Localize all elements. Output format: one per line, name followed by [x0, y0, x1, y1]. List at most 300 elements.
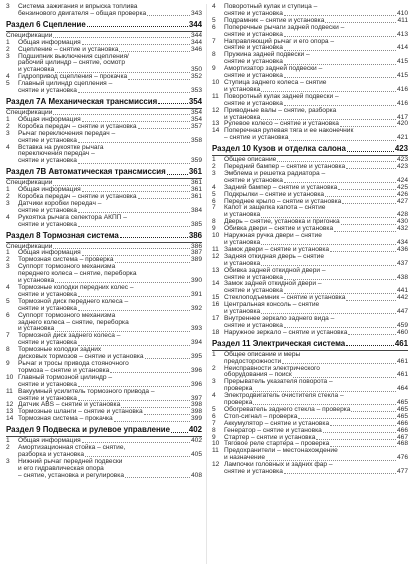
entry-line: снятие и установка — [224, 468, 283, 476]
entry-number: 12 — [212, 106, 220, 114]
entry-line: Тормозной диск заднего колеса – — [18, 332, 121, 340]
page-number: 436 — [396, 245, 408, 253]
entry-line: Коробка передач – снятие и установка — [18, 122, 137, 130]
entry-line: разборка и установка — [18, 450, 85, 458]
toc-entry — [212, 171, 408, 185]
page-number: 397 — [190, 394, 202, 402]
entry-line: Наружное зеркало – снятие и установка — [224, 328, 348, 336]
entry-line: Коробка передач – снятие и установка — [18, 193, 137, 201]
page-number: 427 — [396, 197, 408, 205]
entry-number: 7 — [212, 419, 216, 427]
entry-number: 12 — [212, 252, 220, 260]
entry-number: 9 — [212, 65, 216, 73]
page-number: 386 — [188, 230, 202, 240]
entry-number: 15 — [212, 294, 220, 302]
dot-leader — [138, 128, 190, 129]
page-number: 354 — [190, 115, 202, 123]
page-number: 357 — [190, 122, 202, 130]
entry-number: 9 — [212, 225, 216, 233]
entry-line: Передний бампер – снятие и установка — [224, 163, 346, 171]
page-number: 447 — [396, 308, 408, 316]
page-number: 344 — [188, 19, 202, 29]
page-number: 413 — [396, 30, 408, 38]
entry-title: Спецификации — [6, 108, 53, 116]
entry-title: Спецификации — [6, 179, 53, 187]
entry-line: Подрамник – снятие и установка — [224, 16, 325, 24]
toc-entry — [6, 445, 202, 459]
entry-number: 5 — [212, 405, 216, 413]
dot-leader — [330, 425, 396, 426]
page-number: 441 — [396, 287, 408, 295]
toc-entry — [212, 108, 408, 122]
toc-entry — [212, 352, 408, 366]
toc-entry — [212, 128, 408, 142]
entry-line: Поперечные рычаги задней подвески – — [224, 23, 345, 31]
section-title: Раздел 7А Механическая трансмиссия — [6, 96, 158, 106]
dot-leader — [114, 421, 190, 422]
entry-number: 14 — [6, 415, 14, 423]
page-number: 477 — [396, 468, 408, 476]
entry-line: Сцепление – снятие и установка — [18, 45, 119, 53]
entry-number: 7 — [212, 37, 216, 45]
entry-line: и установка — [224, 85, 261, 93]
entry-number: 11 — [212, 245, 219, 253]
page-number: 465 — [396, 399, 408, 407]
page-number: 467 — [396, 433, 408, 441]
toc-entry — [212, 205, 408, 219]
entry-number: 2 — [212, 364, 216, 372]
dot-leader — [120, 237, 188, 238]
page-number: 426 — [396, 190, 408, 198]
page-number: 460 — [396, 328, 408, 336]
dot-leader — [158, 103, 188, 104]
entry-line: и установка — [224, 211, 261, 219]
page-number: 466 — [396, 419, 408, 427]
page-number: 476 — [396, 454, 408, 462]
page-number: 421 — [396, 134, 408, 142]
page-number: 344 — [190, 38, 202, 46]
page-number: 384 — [190, 206, 202, 214]
dot-leader — [78, 386, 190, 387]
dot-leader — [346, 345, 394, 346]
entry-line: Наружная ручка двери – снятие — [224, 232, 322, 240]
entry-number: 4 — [212, 183, 216, 191]
entry-number: 5 — [6, 297, 10, 305]
entry-number: 1 — [6, 38, 10, 46]
toc-entry — [6, 131, 202, 145]
dot-leader — [138, 198, 190, 199]
entry-line: Система зажигания и впрыска топлива — [18, 3, 138, 10]
entry-line: снятие и установка — [224, 72, 283, 80]
page-number: 395 — [190, 353, 202, 361]
entry-line: Нижний рычаг передней подвески — [18, 457, 123, 465]
entry-line: проверка — [224, 385, 253, 393]
entry-line: снятие и установка — [224, 99, 283, 107]
entry-title: Спецификации — [6, 31, 53, 39]
entry-line: Задняя откидная дверь – снятие — [224, 252, 325, 260]
page-number: 432 — [396, 225, 408, 233]
entry-number: 2 — [6, 256, 10, 264]
entry-number: 2 — [6, 122, 10, 130]
page-number: 416 — [396, 99, 408, 107]
page-number: 415 — [396, 72, 408, 80]
entry-line: тормоза – снятие и установка — [18, 366, 110, 374]
entry-line: Задний бампер – снятие и установка — [224, 183, 338, 191]
dot-leader — [338, 189, 396, 190]
entry-number: 6 — [212, 197, 216, 205]
entry-line: Внутреннее зеркало заднего вида – — [224, 314, 335, 322]
page-number: 402 — [188, 425, 202, 435]
entry-number: 4 — [212, 3, 216, 10]
entry-line: Общая информация — [18, 38, 81, 46]
page-number: 396 — [190, 366, 202, 374]
entry-number: 2 — [212, 163, 216, 171]
entry-line: Подкрылки – снятие и установка — [224, 190, 325, 198]
page-number: 442 — [396, 294, 408, 302]
entry-number: 3 — [6, 457, 10, 465]
dot-leader — [119, 51, 190, 52]
page-number: 393 — [190, 325, 202, 333]
entry-line: Рулевое колесо – снятие и установка — [224, 120, 339, 128]
entry-line: Ступица заднего колеса – снятие — [224, 78, 327, 86]
entry-line: Генератор – снятие и установка — [224, 426, 322, 434]
entry-number: 2 — [6, 193, 10, 201]
entry-number: 4 — [212, 392, 216, 400]
dot-leader — [78, 142, 190, 143]
dot-leader — [82, 44, 190, 45]
page-number: 359 — [190, 157, 202, 165]
entry-line: заднего колеса – снятие, переборка — [18, 318, 129, 326]
toc-entry — [6, 313, 202, 334]
toc-entry — [6, 389, 202, 403]
entry-line: бензинового двигателя – общая проверка — [18, 9, 147, 17]
dot-leader — [145, 358, 190, 359]
entry-line: Общая информация — [18, 437, 81, 445]
entry-number: 11 — [212, 447, 219, 455]
entry-line: Центральная консоль – снятие — [224, 301, 320, 309]
toc-entry — [6, 416, 202, 423]
dot-leader — [348, 334, 396, 335]
dot-leader — [78, 226, 190, 227]
entry-number: 10 — [6, 373, 14, 381]
toc-entry — [6, 459, 202, 480]
page-number: 361 — [188, 167, 202, 177]
dot-leader — [78, 92, 190, 93]
entry-title: Спецификации — [6, 242, 53, 250]
entry-number: 8 — [212, 51, 216, 59]
entry-number: 1 — [6, 437, 10, 445]
entry-line: снятие и установка — [18, 290, 77, 298]
entry-number: 4 — [6, 73, 10, 81]
page-number: 354 — [188, 96, 202, 106]
page-number: 386 — [190, 242, 202, 250]
dot-leader — [325, 196, 396, 197]
page-number: 390 — [190, 277, 202, 285]
entry-number: 14 — [212, 280, 220, 288]
page-number: 420 — [396, 120, 408, 128]
entry-number: 13 — [6, 408, 14, 416]
toc-right-column — [212, 4, 408, 476]
entry-line: Прерыватель указателя поворота – — [224, 378, 333, 386]
page-number: 398 — [190, 408, 202, 416]
dot-leader — [282, 363, 396, 364]
entry-line: переключения передач – — [18, 150, 95, 158]
page-number: 402 — [190, 437, 202, 445]
entry-number: 2 — [6, 444, 10, 452]
entry-line: – снятие и установка — [224, 134, 289, 142]
page-number: 346 — [190, 45, 202, 53]
toc-entry — [212, 25, 408, 39]
dot-leader — [128, 79, 190, 80]
toc-entry — [212, 316, 408, 330]
page-number: 361 — [190, 193, 202, 201]
entry-line: и установка — [224, 239, 261, 246]
entry-line: Предохранители – местонахождение — [224, 447, 338, 455]
entry-line: Тормозные шланги – снятие и установка — [18, 408, 143, 416]
dot-leader — [167, 174, 188, 175]
toc-entry — [212, 448, 408, 462]
entry-line: снятие и установка — [224, 44, 283, 52]
page-number: 461 — [396, 357, 408, 365]
entry-number: 5 — [6, 80, 10, 88]
entry-line: Аккумулятор – снятие и установка — [224, 419, 330, 427]
entry-number: 6 — [6, 311, 10, 319]
entry-line: Неисправности электрического — [224, 364, 320, 372]
page-number: 414 — [396, 44, 408, 52]
dot-leader — [323, 432, 396, 433]
entry-number: 3 — [6, 129, 10, 137]
entry-number: 8 — [212, 218, 216, 226]
toc-entry — [6, 299, 202, 313]
toc-entry — [212, 302, 408, 316]
entry-number: 17 — [212, 314, 220, 322]
entry-number: 12 — [212, 461, 220, 469]
page-number: 425 — [396, 183, 408, 191]
toc-entry — [212, 379, 408, 393]
page-number: 438 — [396, 273, 408, 281]
dot-leader — [53, 37, 190, 38]
entry-line: Приводные валы – снятие, разборка — [224, 106, 337, 114]
entry-line: Тормозные колодки передних колес – — [18, 284, 134, 291]
page-number: 428 — [396, 211, 408, 219]
page-number: 385 — [190, 220, 202, 228]
entry-line: снятие и установка — [18, 157, 77, 165]
page-number: 387 — [190, 249, 202, 257]
entry-number: 9 — [6, 359, 10, 367]
dot-leader — [284, 105, 396, 106]
entry-line: Главный тормозной цилиндр – — [18, 373, 113, 381]
entry-line: Тормозная система – проверка — [18, 256, 114, 264]
toc-entry — [6, 4, 202, 18]
entry-number: 6 — [212, 412, 216, 420]
dot-leader — [289, 140, 396, 141]
entry-line: и установка — [18, 325, 55, 333]
entry-line: дисковых тормозов – снятие и установка — [18, 353, 144, 361]
toc-entry — [6, 361, 202, 375]
page-number: 468 — [396, 440, 408, 448]
toc-entry — [212, 4, 408, 18]
entry-number: 5 — [212, 190, 216, 198]
entry-line: – снятие, установка и регулировка — [18, 471, 124, 479]
entry-number: 14 — [212, 127, 220, 135]
page-number: 389 — [190, 256, 202, 264]
entry-line: Рычаг и тросы привода стояночного — [18, 359, 129, 367]
dot-leader — [341, 224, 396, 225]
entry-line: Вакуумный усилитель тормозного привода – — [18, 387, 155, 395]
page-number: 396 — [190, 380, 202, 388]
entry-number: 4 — [6, 213, 10, 221]
page-number: 353 — [190, 87, 202, 95]
entry-line: переднего колеса – снятие, переборка — [18, 270, 137, 278]
section-heading — [6, 167, 202, 179]
entry-number: 11 — [6, 387, 13, 395]
page-number: 430 — [396, 218, 408, 226]
page-number: 354 — [190, 108, 202, 116]
dot-leader — [87, 26, 188, 27]
page-number: 394 — [190, 339, 202, 347]
entry-number: 3 — [212, 378, 216, 386]
dot-leader — [298, 418, 396, 419]
section-heading — [6, 20, 202, 32]
section-heading — [6, 97, 202, 109]
page-number: 423 — [396, 156, 408, 164]
toc-entry — [212, 66, 408, 80]
section-title: Раздел 8 Тормозная система — [6, 230, 119, 240]
entry-number: 3 — [6, 3, 10, 10]
entry-line: Общее описание — [224, 156, 277, 164]
dot-leader — [284, 473, 396, 474]
page-number: 352 — [190, 73, 202, 81]
page-number: 415 — [396, 58, 408, 66]
toc-entry — [212, 393, 408, 407]
entry-number: 12 — [6, 401, 14, 409]
entry-line: Главный цилиндр сцепления – — [18, 80, 113, 88]
page-number: 423 — [396, 163, 408, 171]
entry-line: Датчики коробки передач – — [18, 199, 102, 207]
entry-number: 1 — [212, 156, 216, 164]
entry-line: Тяговое реле стартера – проверка — [224, 440, 330, 448]
toc-entry — [6, 333, 202, 347]
page-number: 361 — [190, 186, 202, 194]
section-heading — [6, 425, 202, 437]
page-number: 358 — [190, 136, 202, 144]
entry-line: снятие и установка — [18, 394, 77, 402]
toc-entry — [6, 285, 202, 299]
entry-line: и установка — [224, 113, 261, 121]
entry-line: Поворотный кулак задней подвески – — [224, 92, 339, 100]
entry-line: Электродвигатель очистителя стекла – — [224, 392, 344, 400]
entry-number: 4 — [6, 284, 10, 291]
page-number: 398 — [190, 401, 202, 409]
page-number: 417 — [396, 113, 408, 121]
dot-leader — [261, 265, 396, 266]
entry-line: Общее описание и меры — [224, 350, 301, 358]
section-title: Раздел 6 Сцепление — [6, 19, 86, 29]
page-number: 350 — [190, 66, 202, 74]
toc-entry — [212, 366, 408, 380]
entry-line: снятие и установка — [224, 176, 283, 184]
entry-number: 16 — [212, 301, 220, 309]
entry-number: 1 — [6, 249, 10, 257]
entry-line: Тормозная система – прокачка — [18, 415, 113, 423]
entry-number: 2 — [6, 45, 10, 53]
page-number: 344 — [190, 31, 202, 39]
dot-leader — [78, 310, 190, 311]
entry-line: снятие и установка — [224, 30, 283, 38]
entry-line: проверка — [224, 399, 253, 407]
entry-line: Рукоятка рычага селектора АКПП – — [18, 213, 127, 221]
entry-number: 4 — [6, 143, 10, 151]
entry-number: 1 — [6, 115, 10, 123]
dot-leader — [125, 477, 190, 478]
section-title: Раздел 7В Автоматическая трансмиссия — [6, 167, 166, 177]
entry-line: Вставка на рукоятке рычага — [18, 143, 104, 151]
entry-number: 3 — [212, 169, 216, 177]
column-divider — [206, 4, 207, 564]
entry-line: снятие и установка — [224, 9, 283, 17]
section-heading — [6, 231, 202, 243]
entry-number: 13 — [212, 266, 220, 274]
entry-line: Общая информация — [18, 249, 81, 257]
page-number: 465 — [396, 412, 408, 420]
entry-line: Замок двери – снятие и установка — [224, 245, 330, 253]
entry-line: снятие и установка — [18, 339, 77, 347]
entry-line: Тормозной диск переднего колеса – — [18, 297, 129, 305]
page-number: 423 — [394, 144, 408, 154]
entry-line: Стартер – снятие и установка — [224, 433, 316, 441]
entry-number: 9 — [212, 433, 216, 441]
entry-number: 7 — [6, 332, 10, 340]
entry-number: 1 — [212, 350, 216, 358]
entry-line: Амортизатор задней подвески – — [224, 65, 323, 73]
dot-leader — [284, 182, 396, 183]
page-number: 392 — [190, 304, 202, 312]
dot-leader — [346, 300, 396, 301]
entry-line: и установка — [224, 259, 261, 267]
entry-line: оборудования – поиск — [224, 371, 292, 379]
entry-line: Дверь – снятие, установка и пригонка — [224, 218, 340, 226]
entry-line: снятие и установка — [18, 220, 77, 228]
page-number: 437 — [396, 259, 408, 267]
entry-line: снятие и установка — [18, 380, 77, 388]
page-number: 464 — [396, 385, 408, 393]
entry-number: 13 — [212, 120, 220, 128]
section-heading — [212, 339, 408, 351]
entry-number: 10 — [212, 440, 220, 448]
entry-line: Общая информация — [18, 186, 81, 194]
entry-line: снятие и установка — [18, 87, 77, 95]
entry-line: Обивка задней откидной двери – — [224, 266, 326, 274]
page-number: 416 — [396, 85, 408, 93]
dot-leader — [78, 212, 190, 213]
entry-line: Переднее крыло – снятие и установка — [224, 197, 342, 205]
page-number: 361 — [190, 179, 202, 187]
entry-line: Пружина задней подвески – — [224, 51, 310, 59]
entry-number: 3 — [6, 52, 10, 60]
section-title: Раздел 10 Кузов и отделка салона — [212, 144, 346, 154]
entry-line: Тормозные колодки задних — [18, 346, 102, 354]
page-number: 466 — [396, 426, 408, 434]
entry-line: и его гидравлическая опора — [18, 464, 104, 472]
entry-line: Подшипник выключения сцепления/ — [18, 52, 129, 60]
entry-line: Лампочки головных и задних фар – — [224, 461, 333, 469]
entry-line: снятие и установка — [224, 273, 283, 281]
dot-leader — [115, 262, 190, 263]
entry-number: 10 — [212, 232, 220, 240]
entry-number: 7 — [212, 204, 216, 212]
entry-line: предосторожности — [224, 357, 282, 365]
entry-number: 6 — [212, 23, 216, 31]
